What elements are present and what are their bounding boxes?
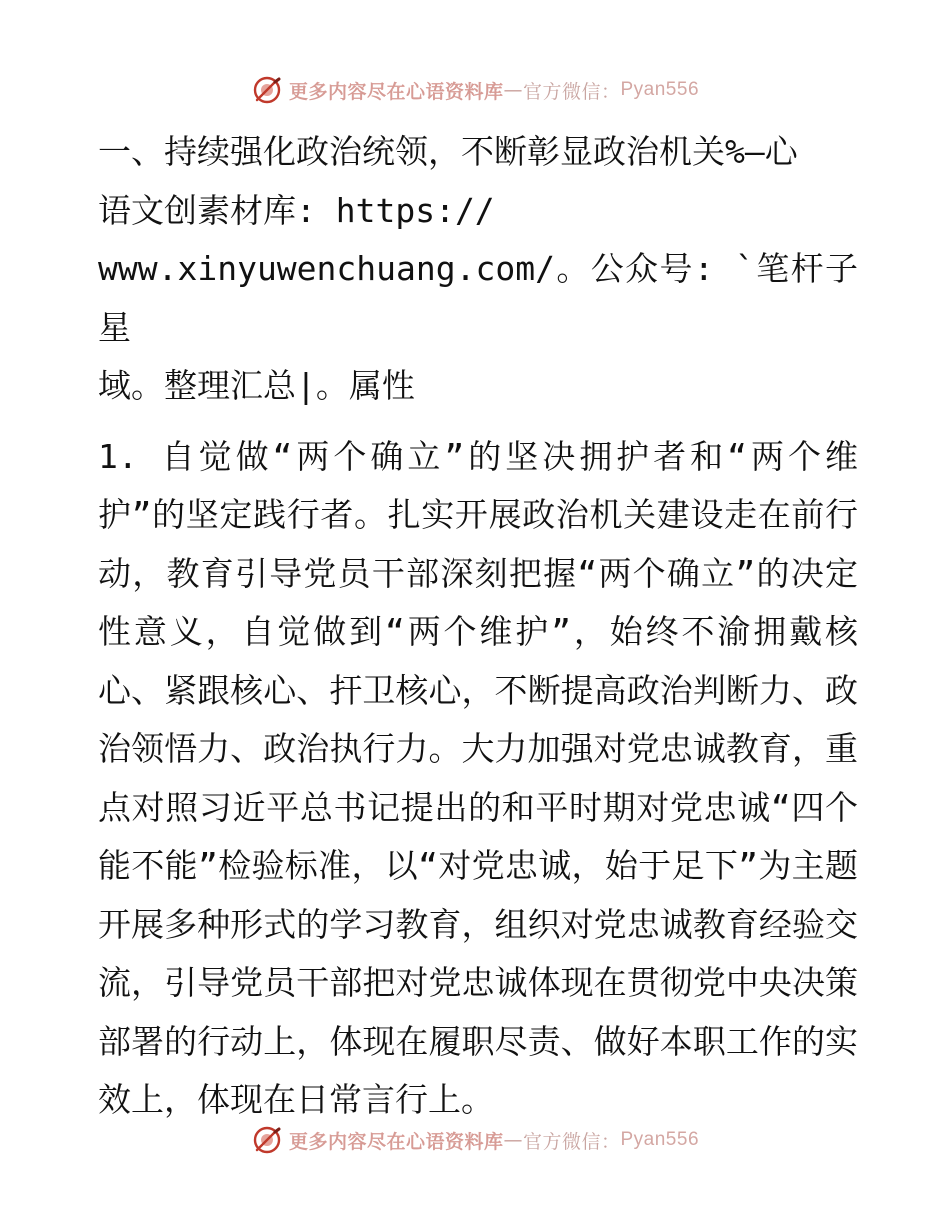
heading-line-4: 域。整理汇总|。属性 (98, 366, 415, 405)
heading-line-1: 一、持续强化政治统领，不断彰显政治机关%—心 (98, 132, 798, 171)
header-banner (0, 70, 950, 110)
banner-wechat-id: Pyan556 (620, 79, 700, 100)
heading-line-3: www.xinyuwenchuang.com/。公众号: `笔杆子星 (98, 249, 858, 347)
footer-banner (0, 1120, 950, 1160)
heading-line-2: 语文创素材库: https:// (98, 190, 495, 230)
banner-separator: — (503, 1129, 523, 1151)
brand-logo-icon (251, 74, 283, 106)
brand-logo-icon (251, 1124, 283, 1156)
banner-brand: 更多内容尽在心语资料库 (288, 80, 504, 103)
banner-brand: 更多内容尽在心语资料库 (288, 1130, 504, 1153)
banner-wechat-label: 官方微信： (522, 80, 621, 103)
section-heading (98, 123, 858, 416)
banner-wechat-label: 官方微信： (522, 1130, 621, 1153)
body-paragraph: 1. 自觉做“两个确立”的坚决拥护者和“两个维护”的坚定践行者。扎实开展政治机关建设走在前行动，教育引导党员干部深刻把握“两个确立”的决定性意义，自觉做到“两个维护”，始终不渝拥戴核心、紧跟核心、扞卫核心，不断提高政治判断力、政治领悟力、政治执行力。大力加强对党忠诚教育，重点对照习近平总书记提出的和平时期对党忠诚“四个能不能”检验标准，以“对党忠诚，始于足下”为主题开展多种形式的学习教育，组织对党忠诚教育经验交流，引导党员干部把对党忠诚体现在贯彻党中央决策部署的行动上，体现在履职尽责、做好本职工作的实效上，体现在日常言行上。 (98, 436, 858, 1119)
document-body (98, 123, 858, 1130)
banner-separator: — (503, 79, 523, 101)
banner-wechat-id: Pyan556 (620, 1129, 700, 1150)
